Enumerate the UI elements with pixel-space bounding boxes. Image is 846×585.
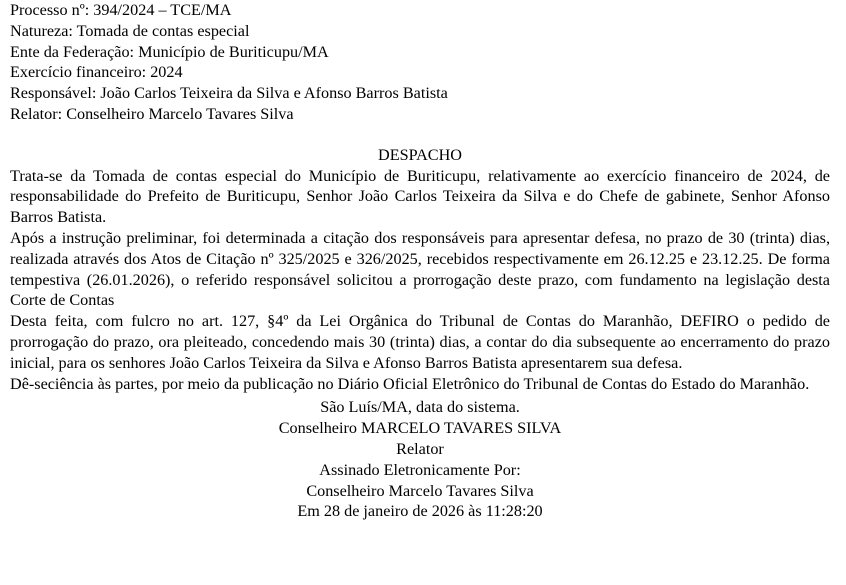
federation-entity: Ente da Federação: Município de Buriticupu/MA: [10, 42, 329, 61]
signer-name: Conselheiro MARCELO TAVARES SILVA: [278, 419, 562, 438]
paragraph-2: Após a instrução preliminar, foi determinada a citação dos responsáveis para apresentar defesa, no prazo de 30 (trinta) dias, realizada através dos Atos de Citação nº 325/2025 e 326/2025, recebidos respectivamente em 26.12.25 e 23.12.25. De forma tempestiva (26.01.2026), o referido responsável solicitou a prorrogação deste prazo, com fundamento na legislação desta Corte de Contas: [10, 228, 830, 310]
rapporteur: Relator: Conselheiro Marcelo Tavares Silva: [10, 104, 294, 123]
signature-timestamp: Em 28 de janeiro de 2026 às 11:28:20: [297, 502, 543, 521]
document: [10, 0, 830, 522]
responsible-parties: Responsável: João Carlos Teixeira da Silva e Afonso Barros Batista: [10, 84, 448, 103]
signature-block: [10, 397, 830, 522]
fiscal-year: Exercício financeiro: 2024: [10, 63, 183, 82]
paragraph-3: Desta feita, com fulcro no art. 127, §4º da Lei Orgânica do Tribunal de Contas do Maranhão, DEFIRO o pedido de prorrogação do prazo, ora pleiteado, concedendo mais 30 (trinta) dias, a contar do dia subsequente ao encerramento do prazo inicial, para os senhores João Carlos Teixeira da Silva e Afonso Barros Batista apresentarem sua defesa.: [10, 312, 830, 372]
signer-role: Relator: [396, 439, 444, 458]
document-title: DESPACHO: [378, 145, 462, 164]
document-header: [10, 0, 830, 125]
nature: Natureza: Tomada de contas especial: [10, 21, 250, 40]
process-number: Processo nº: 394/2024 – TCE/MA: [10, 1, 232, 19]
electronic-signer: Conselheiro Marcelo Tavares Silva: [306, 481, 534, 500]
electronic-signature-label: Assinado Eletronicamente Por:: [319, 460, 521, 479]
place-date: São Luís/MA, data do sistema.: [320, 398, 520, 417]
document-body: [10, 166, 830, 395]
paragraph-1: Trata-se da Tomada de contas especial do Município de Buriticupu, relativamente ao exercício financeiro de 2024, de responsabilidade do Prefeito de Buriticupu, Senhor João Carlos Teixeira da Silva e do Chefe de gabinete, Senhor Afonso Barros Batista.: [10, 166, 830, 227]
paragraph-4: Dê-seciência às partes, por meio da publicação no Diário Oficial Eletrônico do Tribunal de Contas do Estado do Maranhão.: [10, 374, 810, 393]
